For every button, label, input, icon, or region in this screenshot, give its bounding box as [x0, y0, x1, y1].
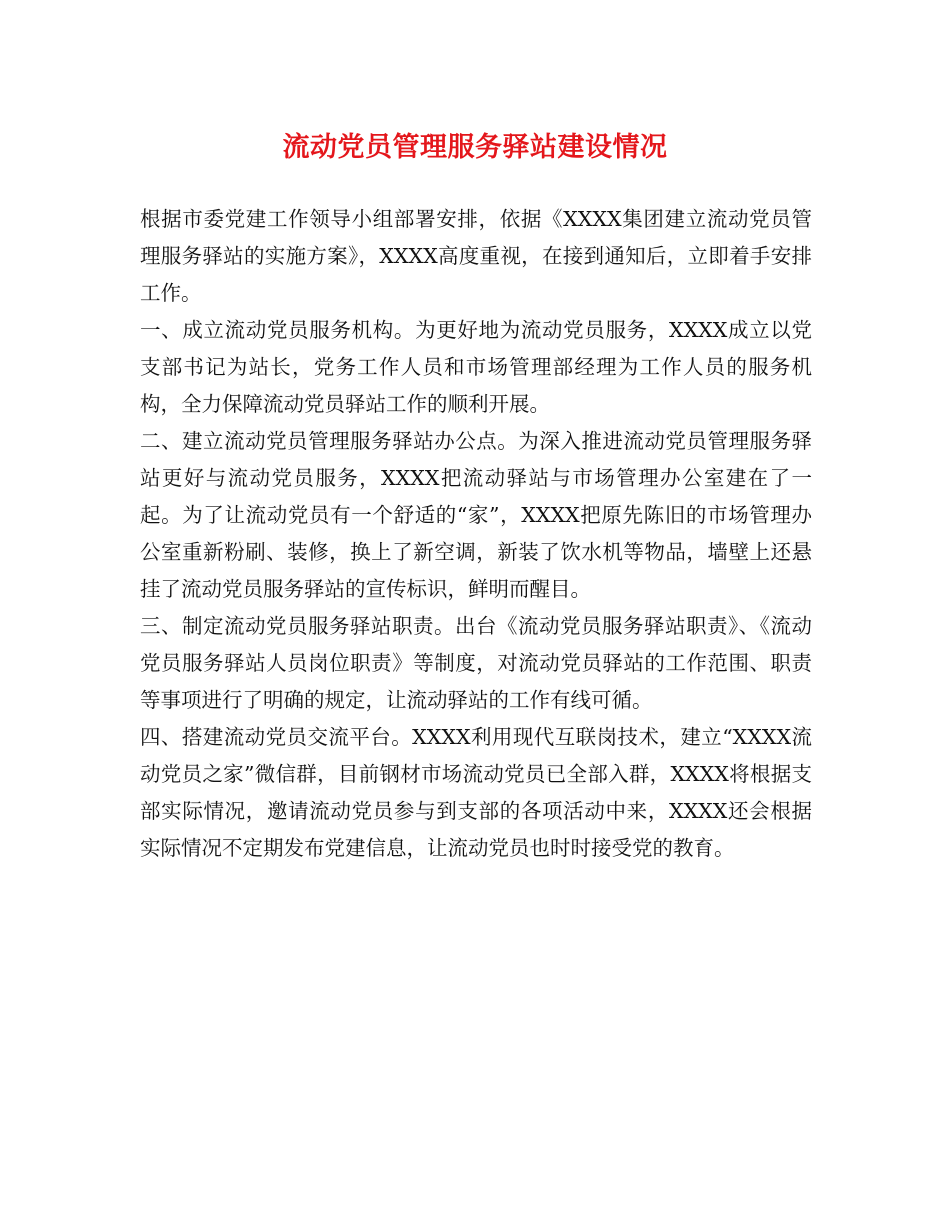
document-title: 流动党员管理服务驿站建设情况 [282, 132, 668, 163]
paragraph-section-4: 四、搭建流动党员交流平台。XXXX利用现代互联岗技术，建立“XXXX流动党员之家”微信群，目前钢材市场流动党员已全部入群，XXXX将根据支部实际情况，邀请流动党员参与到支部的各项活动中来，XXXX还会根据实际情况不定期发布党建信息，让流动党员也时时接受党的教育。 [140, 725, 812, 860]
paragraph-intro: 根据市委党建工作领导小组部署安排，依据《XXXX集团建立流动党员管理服务驿站的实施方案》，XXXX高度重视，在接到通知后，立即着手安排工作。 [140, 207, 812, 305]
paragraph-section-2: 二、建立流动党员管理服务驿站办公点。为深入推进流动党员管理服务驿站更好与流动党员服务，XXXX把流动驿站与市场管理办公室建在了一起。为了让流动党员有一个舒适的“家”，XXXX把原先陈旧的市场管理办公室重新粉刷、装修，换上了新空调，新装了饮水机等物品，墙壁上还悬挂了流动党员服务驿站的宣传标识，鲜明而醒目。 [140, 429, 812, 601]
paragraph-section-1: 一、成立流动党员服务机构。为更好地为流动党员服务，XXXX成立以党支部书记为站长，党务工作人员和市场管理部经理为工作人员的服务机构，全力保障流动党员驿站工作的顺利开展。 [140, 318, 812, 416]
document-body [140, 201, 812, 867]
paragraph-section-3: 三、制定流动党员服务驿站职责。出台《流动党员服务驿站职责》、《流动党员服务驿站人员岗位职责》等制度，对流动党员驿站的工作范围、职责等事项进行了明确的规定，让流动驿站的工作有线可循。 [140, 614, 812, 712]
